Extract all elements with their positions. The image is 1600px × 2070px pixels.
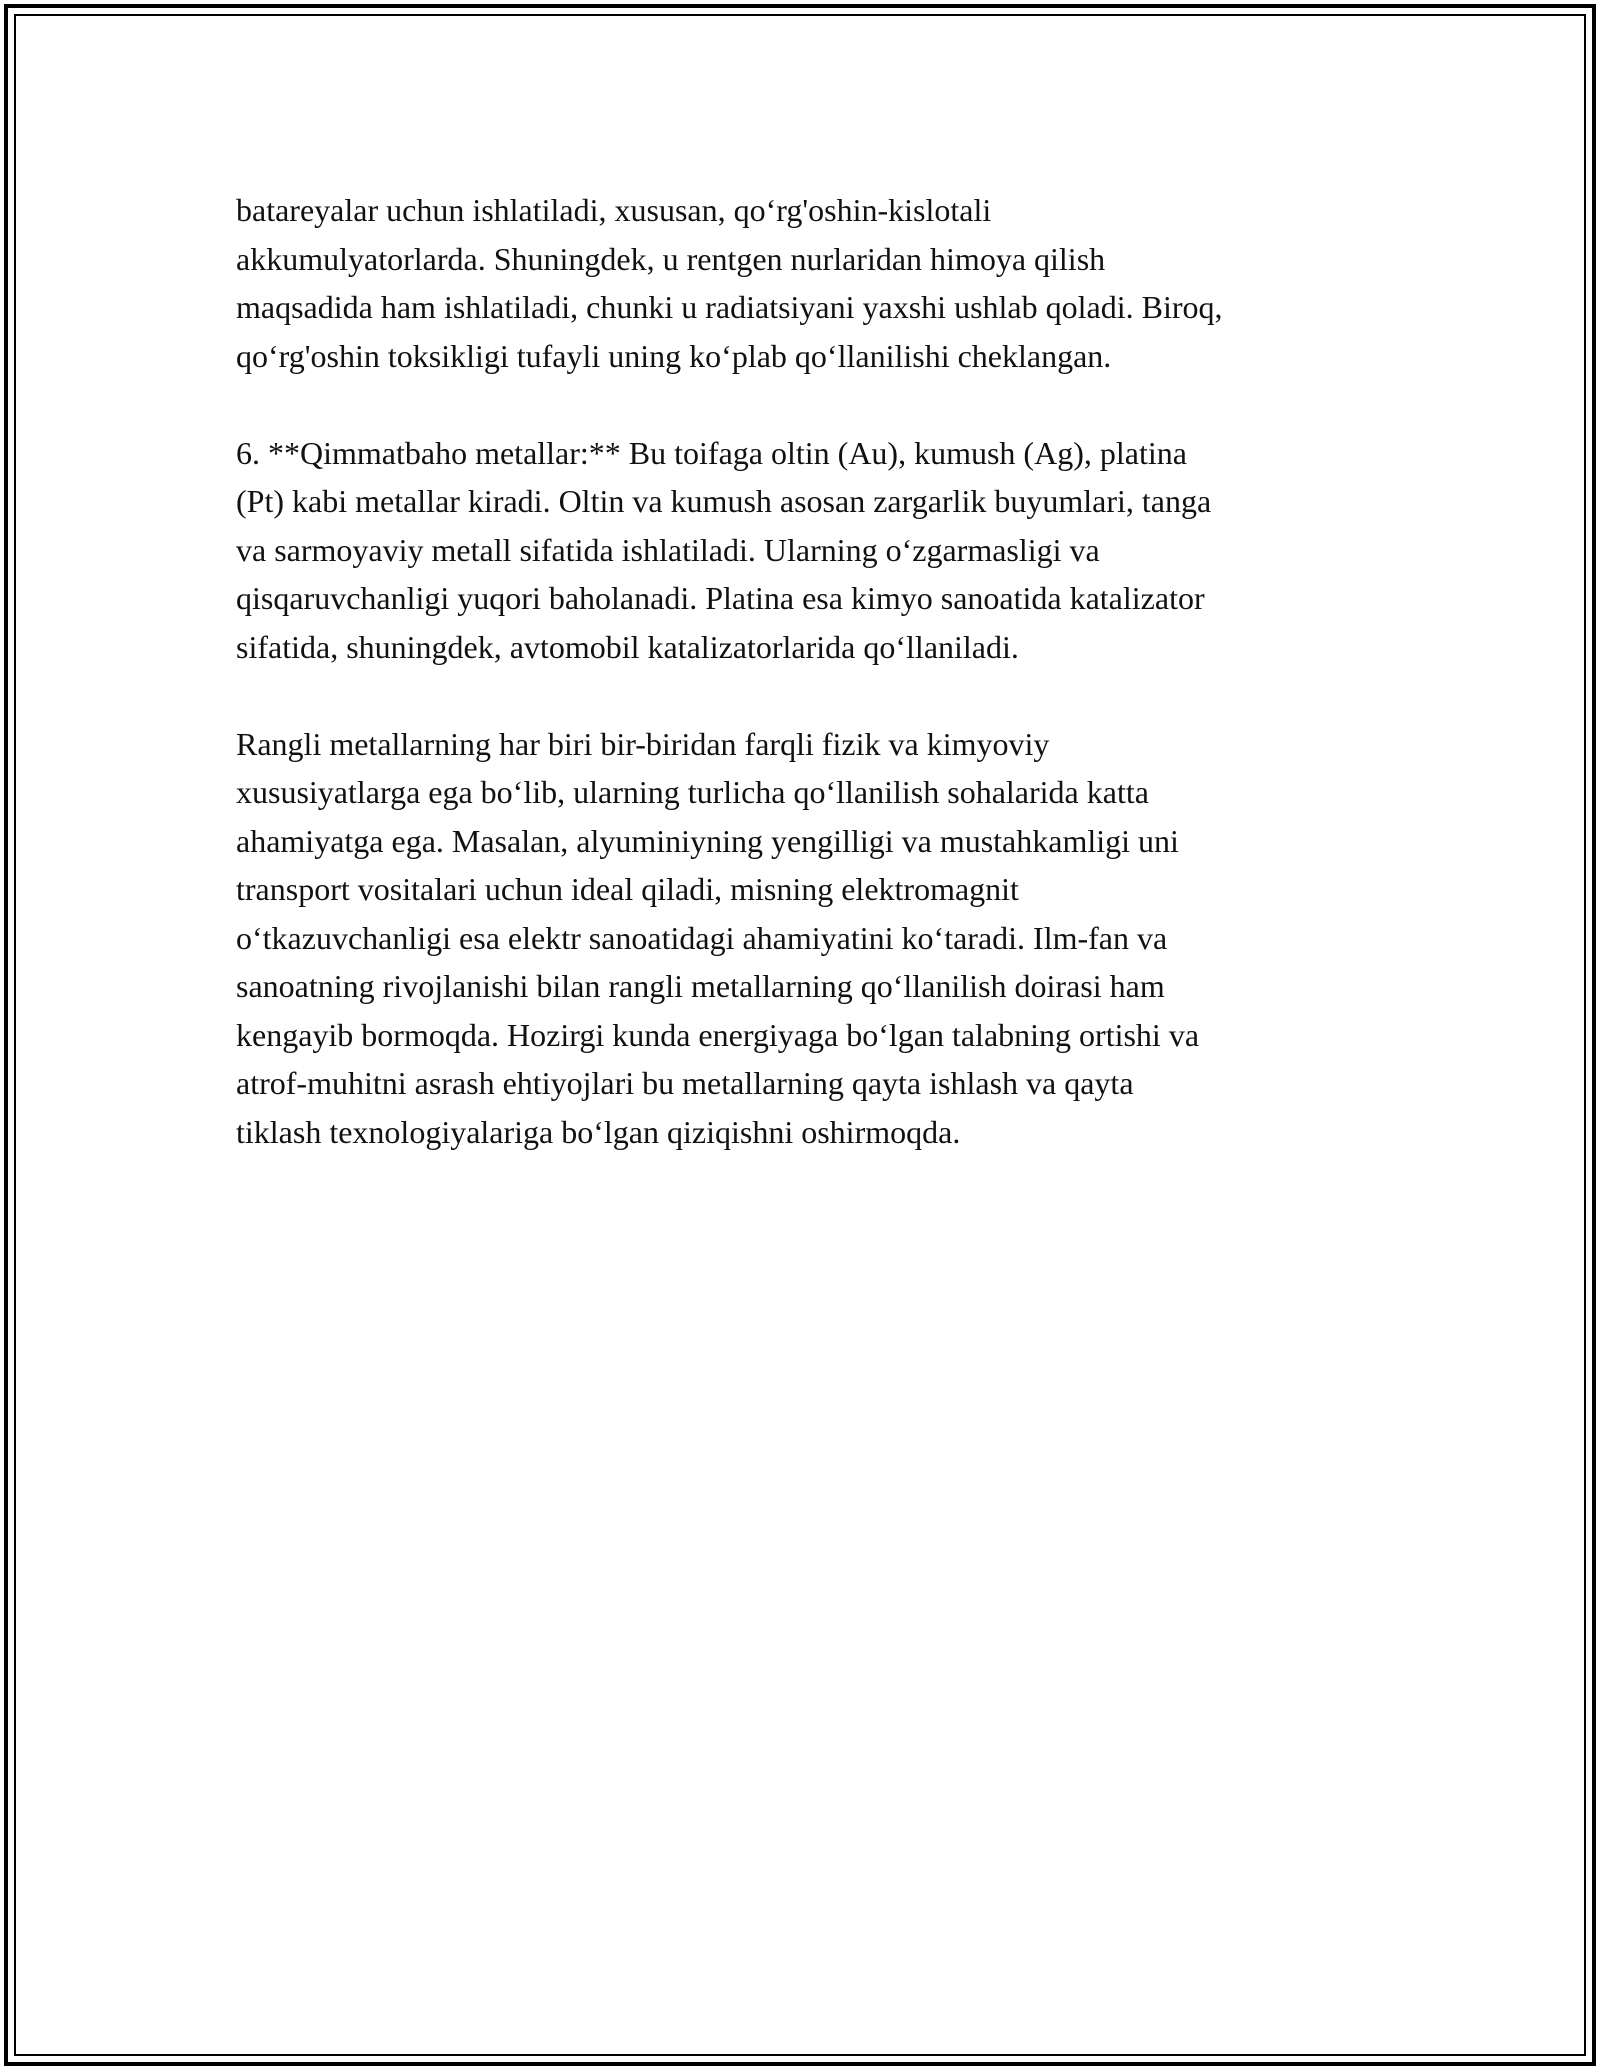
text-line: batareyalar uchun ishlatiladi, xususan, qo‘rg'oshin-kislotali	[236, 192, 992, 228]
text-line: xususiyatlarga ega bo‘lib, ularning turlicha qo‘llanilish sohalarida katta	[236, 774, 1149, 810]
text-line: tiklash texnologiyalariga bo‘lgan qiziqishni oshirmoqda.	[236, 1113, 961, 1150]
paragraph-precious-metals	[236, 429, 1376, 672]
text-line: o‘tkazuvchanligi esa elektr sanoatidagi ahamiyatini ko‘taradi. Ilm-fan va	[236, 919, 1168, 956]
text-line: (Pt) kabi metallar kiradi. Oltin va kumush asosan zargarlik buyumlari, tanga	[236, 483, 1212, 519]
text-line: ahamiyatga ega. Masalan, alyuminiyning yengilligi va mustahkamligi uni	[236, 822, 1179, 859]
text-line: maqsadida ham ishlatiladi, chunki u radiatsiyani yaxshi ushlab qoladi. Biroq,	[236, 289, 1223, 325]
paragraph-conclusion	[236, 720, 1376, 1157]
text-line: Rangli metallarning har biri bir-biridan farqli fizik va kimyoviy	[236, 725, 1050, 762]
paragraph-spacer	[236, 380, 1376, 429]
paragraph-spacer	[236, 671, 1376, 720]
text-line: akkumulyatorlarda. Shuningdek, u rentgen nurlaridan himoya qilish	[236, 240, 1106, 277]
text-line: kengayib bormoqda. Hozirgi kunda energiyaga bo‘lgan talabning ortishi va	[236, 1016, 1200, 1053]
text-line: transport vositalari uchun ideal qiladi, misning elektromagnit	[236, 871, 1019, 907]
document-body	[236, 186, 1376, 1156]
text-line: va sarmoyaviy metall sifatida ishlatiladi. Ularning o‘zgarmasligi va	[236, 531, 1100, 568]
text-line: 6. **Qimmatbaho metallar:** Bu toifaga oltin (Au), kumush (Ag), platina	[236, 434, 1187, 471]
text-line: atrof-muhitni asrash ehtiyojlari bu metallarning qayta ishlash va qayta	[236, 1065, 1134, 1101]
text-line: sifatida, shuningdek, avtomobil katalizatorlarida qo‘llaniladi.	[236, 628, 1019, 665]
text-line: sanoatning rivojlanishi bilan rangli metallarning qo‘llanilish doirasi ham	[236, 968, 1165, 1004]
text-line: qisqaruvchanligi yuqori baholanadi. Platina esa kimyo sanoatida katalizator	[236, 580, 1205, 616]
paragraph-lead-batteries	[236, 186, 1376, 380]
text-line: qo‘rg'oshin toksikligi tufayli uning ko‘plab qo‘llanilishi cheklangan.	[236, 337, 1112, 374]
